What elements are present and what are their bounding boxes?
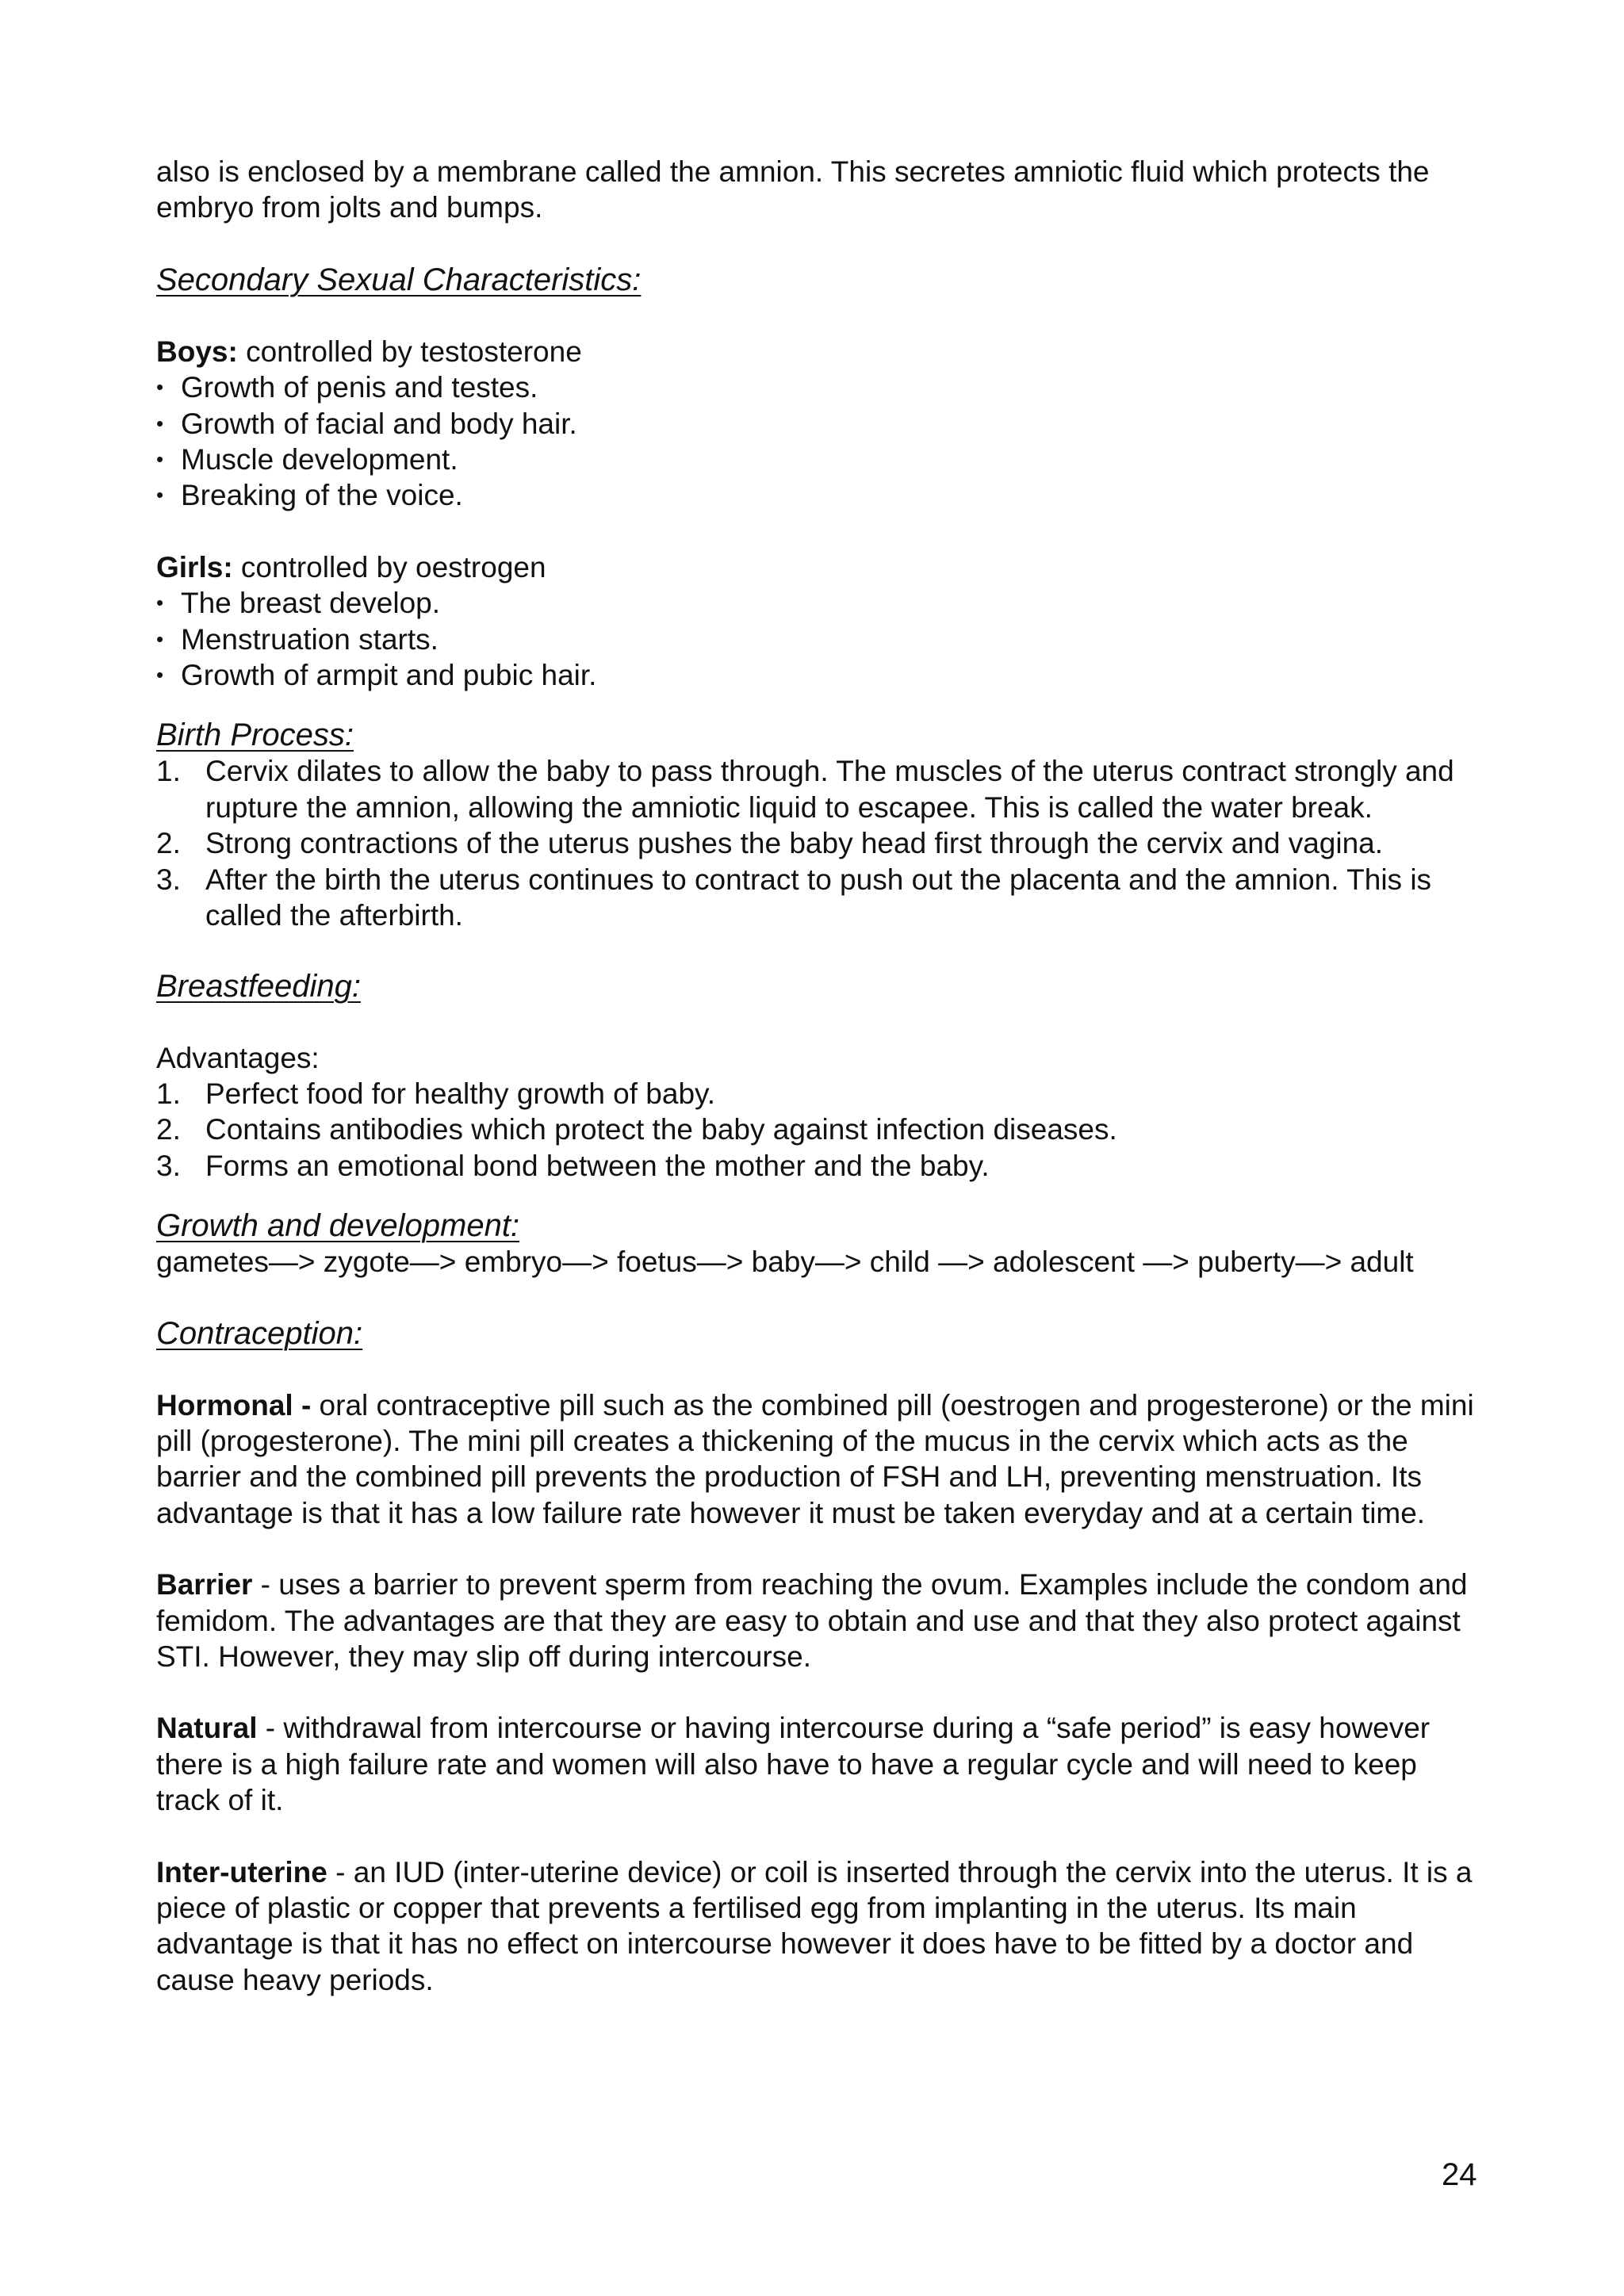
list-item: • The breast develop. [156, 585, 1480, 621]
list-item [156, 1076, 1480, 1112]
girls-text: controlled by oestrogen [232, 550, 546, 584]
list-number: 1. [156, 1077, 181, 1110]
heading-growth-and-development: Growth and development: [156, 1208, 520, 1244]
heading-secondary-sexual-characteristics: Secondary Sexual Characteristics: [156, 262, 642, 297]
birth-process-list [156, 753, 1480, 933]
list-number: 2. [156, 827, 181, 860]
list-item: • Growth of facial and body hair. [156, 406, 1480, 442]
natural-paragraph [156, 1710, 1480, 1818]
natural-text: - withdrawal from intercourse or having intercourse during a “safe period” is easy however there is a high failure rate and women will also have to have a regular cycle and will need to keep track of it. [156, 1712, 1431, 1817]
girls-line [156, 549, 1480, 585]
boys-label: Boys: [156, 335, 238, 368]
heading-contraception: Contraception: [156, 1315, 363, 1351]
hormonal-label: Hormonal - [156, 1388, 312, 1422]
girls-list [156, 585, 1480, 693]
growth-sequence: gametes—> zygote—> embryo—> foetus—> baby—> child —> adolescent —> puberty—> adult [156, 1246, 1414, 1279]
list-text: Contains antibodies which protect the baby against infection diseases. [205, 1113, 1117, 1146]
document-body [156, 154, 1480, 1998]
list-item [156, 1112, 1480, 1147]
heading-birth-process: Birth Process: [156, 718, 354, 753]
list-number: 3. [156, 1149, 181, 1182]
list-number: 2. [156, 1113, 181, 1146]
intro-paragraph: also is enclosed by a membrane called the amnion. This secretes amniotic fluid which protects the embryo from jolts and bumps. [156, 155, 1430, 224]
barrier-text: - uses a barrier to prevent sperm from reaching the ovum. Examples include the condom and femidom. The advantages are that they are easy to obtain and use and that they also protect against STI. However, they may slip off during intercourse. [156, 1568, 1468, 1673]
heading-breastfeeding: Breastfeeding: [156, 968, 361, 1004]
boys-line [156, 334, 1480, 369]
list-text: Cervix dilates to allow the baby to pass through. The muscles of the uterus contract strongly and rupture the amnion, allowing the amniotic liquid to escapee. This is called the water break. [205, 755, 1454, 824]
list-item: • Growth of armpit and pubic hair. [156, 657, 1480, 693]
breastfeeding-advantages-list [156, 1076, 1480, 1184]
list-item [156, 825, 1480, 861]
page-number: 24 [1442, 2157, 1477, 2192]
advantages-label: Advantages: [156, 1041, 320, 1074]
barrier-paragraph [156, 1567, 1480, 1674]
list-number: 3. [156, 863, 181, 896]
girls-label: Girls: [156, 550, 233, 584]
list-text: Strong contractions of the uterus pushes the baby head first through the cervix and vagina. [205, 827, 1384, 860]
interuterine-paragraph [156, 1854, 1480, 1999]
list-item: • Muscle development. [156, 442, 1480, 477]
hormonal-paragraph [156, 1387, 1480, 1532]
interuterine-label: Inter-uterine [156, 1855, 327, 1888]
hormonal-text: oral contraceptive pill such as the combined pill (oestrogen and progesterone) or the mini pill (progesterone). The mini pill creates a thickening of the mucus in the cervix which acts as the barrier and the combined pill prevents the production of FSH and LH, preventing menstruation. Its advantage is that it has a low failure rate however it must be taken everyday and at a certain time. [156, 1388, 1474, 1529]
list-item [156, 753, 1480, 825]
interuterine-text: - an IUD (inter-uterine device) or coil is inserted through the cervix into the uterus. It is a piece of plastic or copper that prevents a fertilised egg from implanting in the uterus. Its main advantage is that it has no effect on intercourse however it does have to be fitted by a doctor and cause heavy periods. [156, 1855, 1473, 1996]
list-text: Perfect food for healthy growth of baby. [205, 1077, 716, 1110]
barrier-label: Barrier [156, 1568, 253, 1601]
boys-text: controlled by testosterone [237, 335, 582, 368]
list-item: • Growth of penis and testes. [156, 369, 1480, 405]
list-item [156, 1148, 1480, 1184]
natural-label: Natural [156, 1712, 258, 1745]
list-item: • Breaking of the voice. [156, 477, 1480, 513]
list-text: After the birth the uterus continues to contract to push out the placenta and the amnion. This is called the afterbirth. [205, 863, 1432, 932]
list-item: • Menstruation starts. [156, 622, 1480, 657]
list-item [156, 862, 1480, 934]
list-text: Forms an emotional bond between the mother and the baby. [205, 1149, 990, 1182]
list-number: 1. [156, 755, 181, 788]
boys-list [156, 369, 1480, 514]
